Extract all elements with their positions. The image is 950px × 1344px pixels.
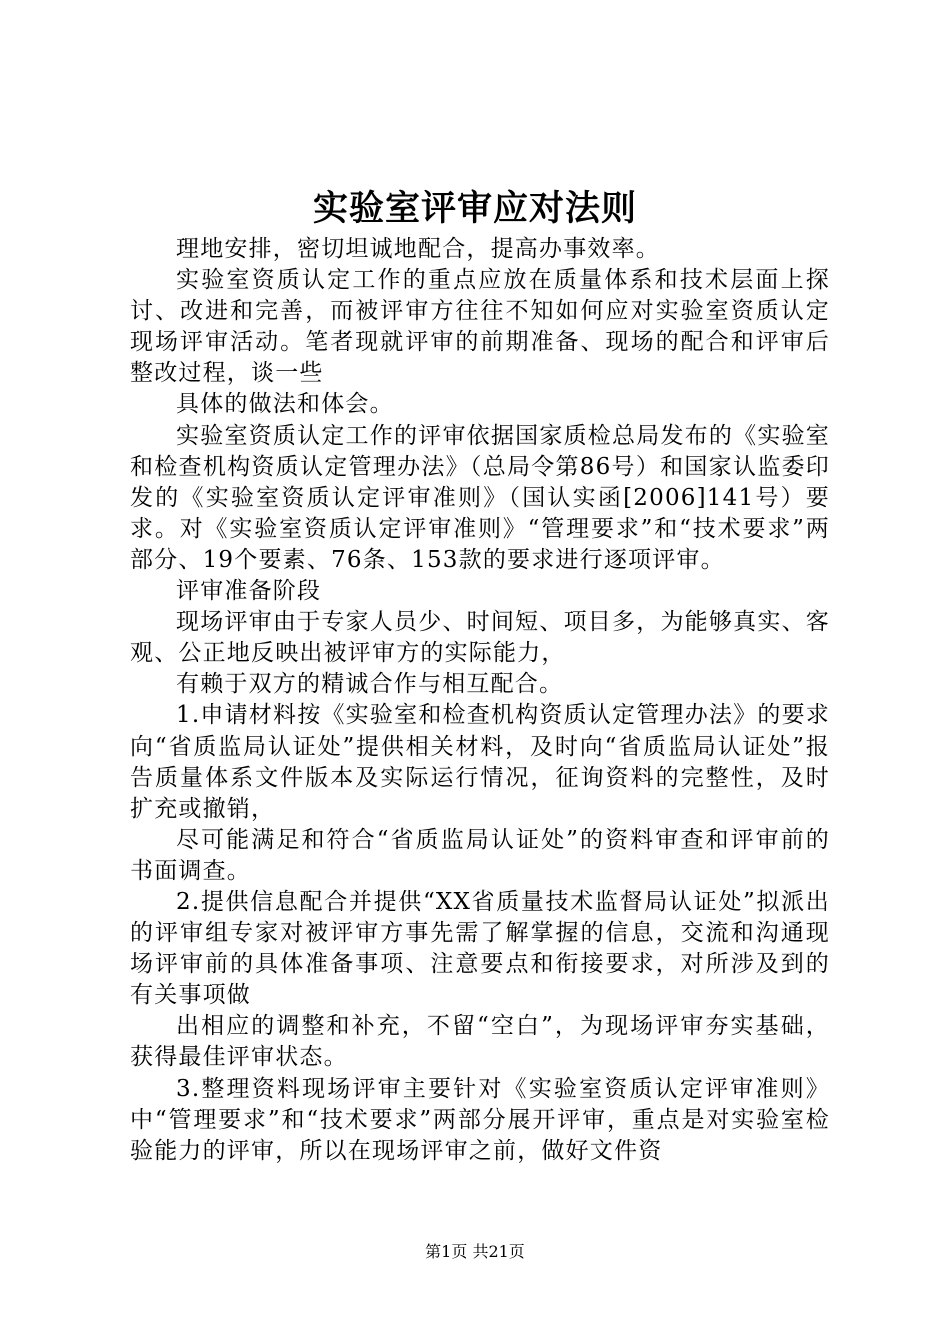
- paragraph: 出相应的调整和补充，不留“空白”，为现场评审夯实基础，获得最佳评审状态。: [130, 1013, 830, 1071]
- paragraph: 2.提供信息配合并提供“XX省质量技术监督局认证处”拟派出的评审组专家对被评审方事先需了解掌握的信息，交流和沟通现场评审前的具体准备事项、注意要点和衔接要求，对所涉及到的有关事项做: [130, 888, 830, 1009]
- paragraph: 实验室资质认定工作的评审依据国家质检总局发布的《实验室和检查机构资质认定管理办法》（总局令第86号）和国家认监委印发的《实验室资质认定评审准则》（国认实函[2006]141号）要求。对《实验室资质认定评审准则》“管理要求”和“技术要求”两部分、19个要素、76条、153款的要求进行逐项评审。: [130, 422, 830, 573]
- document-title: 实验室评审应对法则: [312, 188, 637, 229]
- paragraph: 具体的做法和体会。: [176, 391, 394, 418]
- page-footer: 第1页 共21页: [425, 1242, 525, 1261]
- paragraph: 尽可能满足和符合“省质监局认证处”的资料审查和评审前的书面调查。: [130, 826, 830, 884]
- document-body: [130, 234, 830, 1167]
- section-heading: 评审准备阶段: [176, 578, 322, 605]
- paragraph: 3.整理资料现场评审主要针对《实验室资质认定评审准则》中“管理要求”和“技术要求”两部分展开评审，重点是对实验室检验能力的评审，所以在现场评审之前，做好文件资: [130, 1075, 830, 1164]
- paragraph: 理地安排，密切坦诚地配合，提高办事效率。: [176, 236, 660, 262]
- paragraph: 实验室资质认定工作的重点应放在质量体系和技术层面上探讨、改进和完善，而被评审方往往不知如何应对实验室资质认定现场评审活动。笔者现就评审的前期准备、现场的配合和评审后整改过程，谈一些: [130, 267, 830, 387]
- paragraph: 有赖于双方的精诚合作与相互配合。: [176, 671, 564, 698]
- paragraph: 1.申请材料按《实验室和检查机构资质认定管理办法》的要求向“省质监局认证处”提供相关材料，及时向“省质监局认证处”报告质量体系文件版本及实际运行情况，征询资料的完整性，及时扩充或撤销，: [130, 702, 830, 822]
- paragraph: 现场评审由于专家人员少、时间短、项目多，为能够真实、客观、公正地反映出被评审方的实际能力，: [130, 609, 830, 667]
